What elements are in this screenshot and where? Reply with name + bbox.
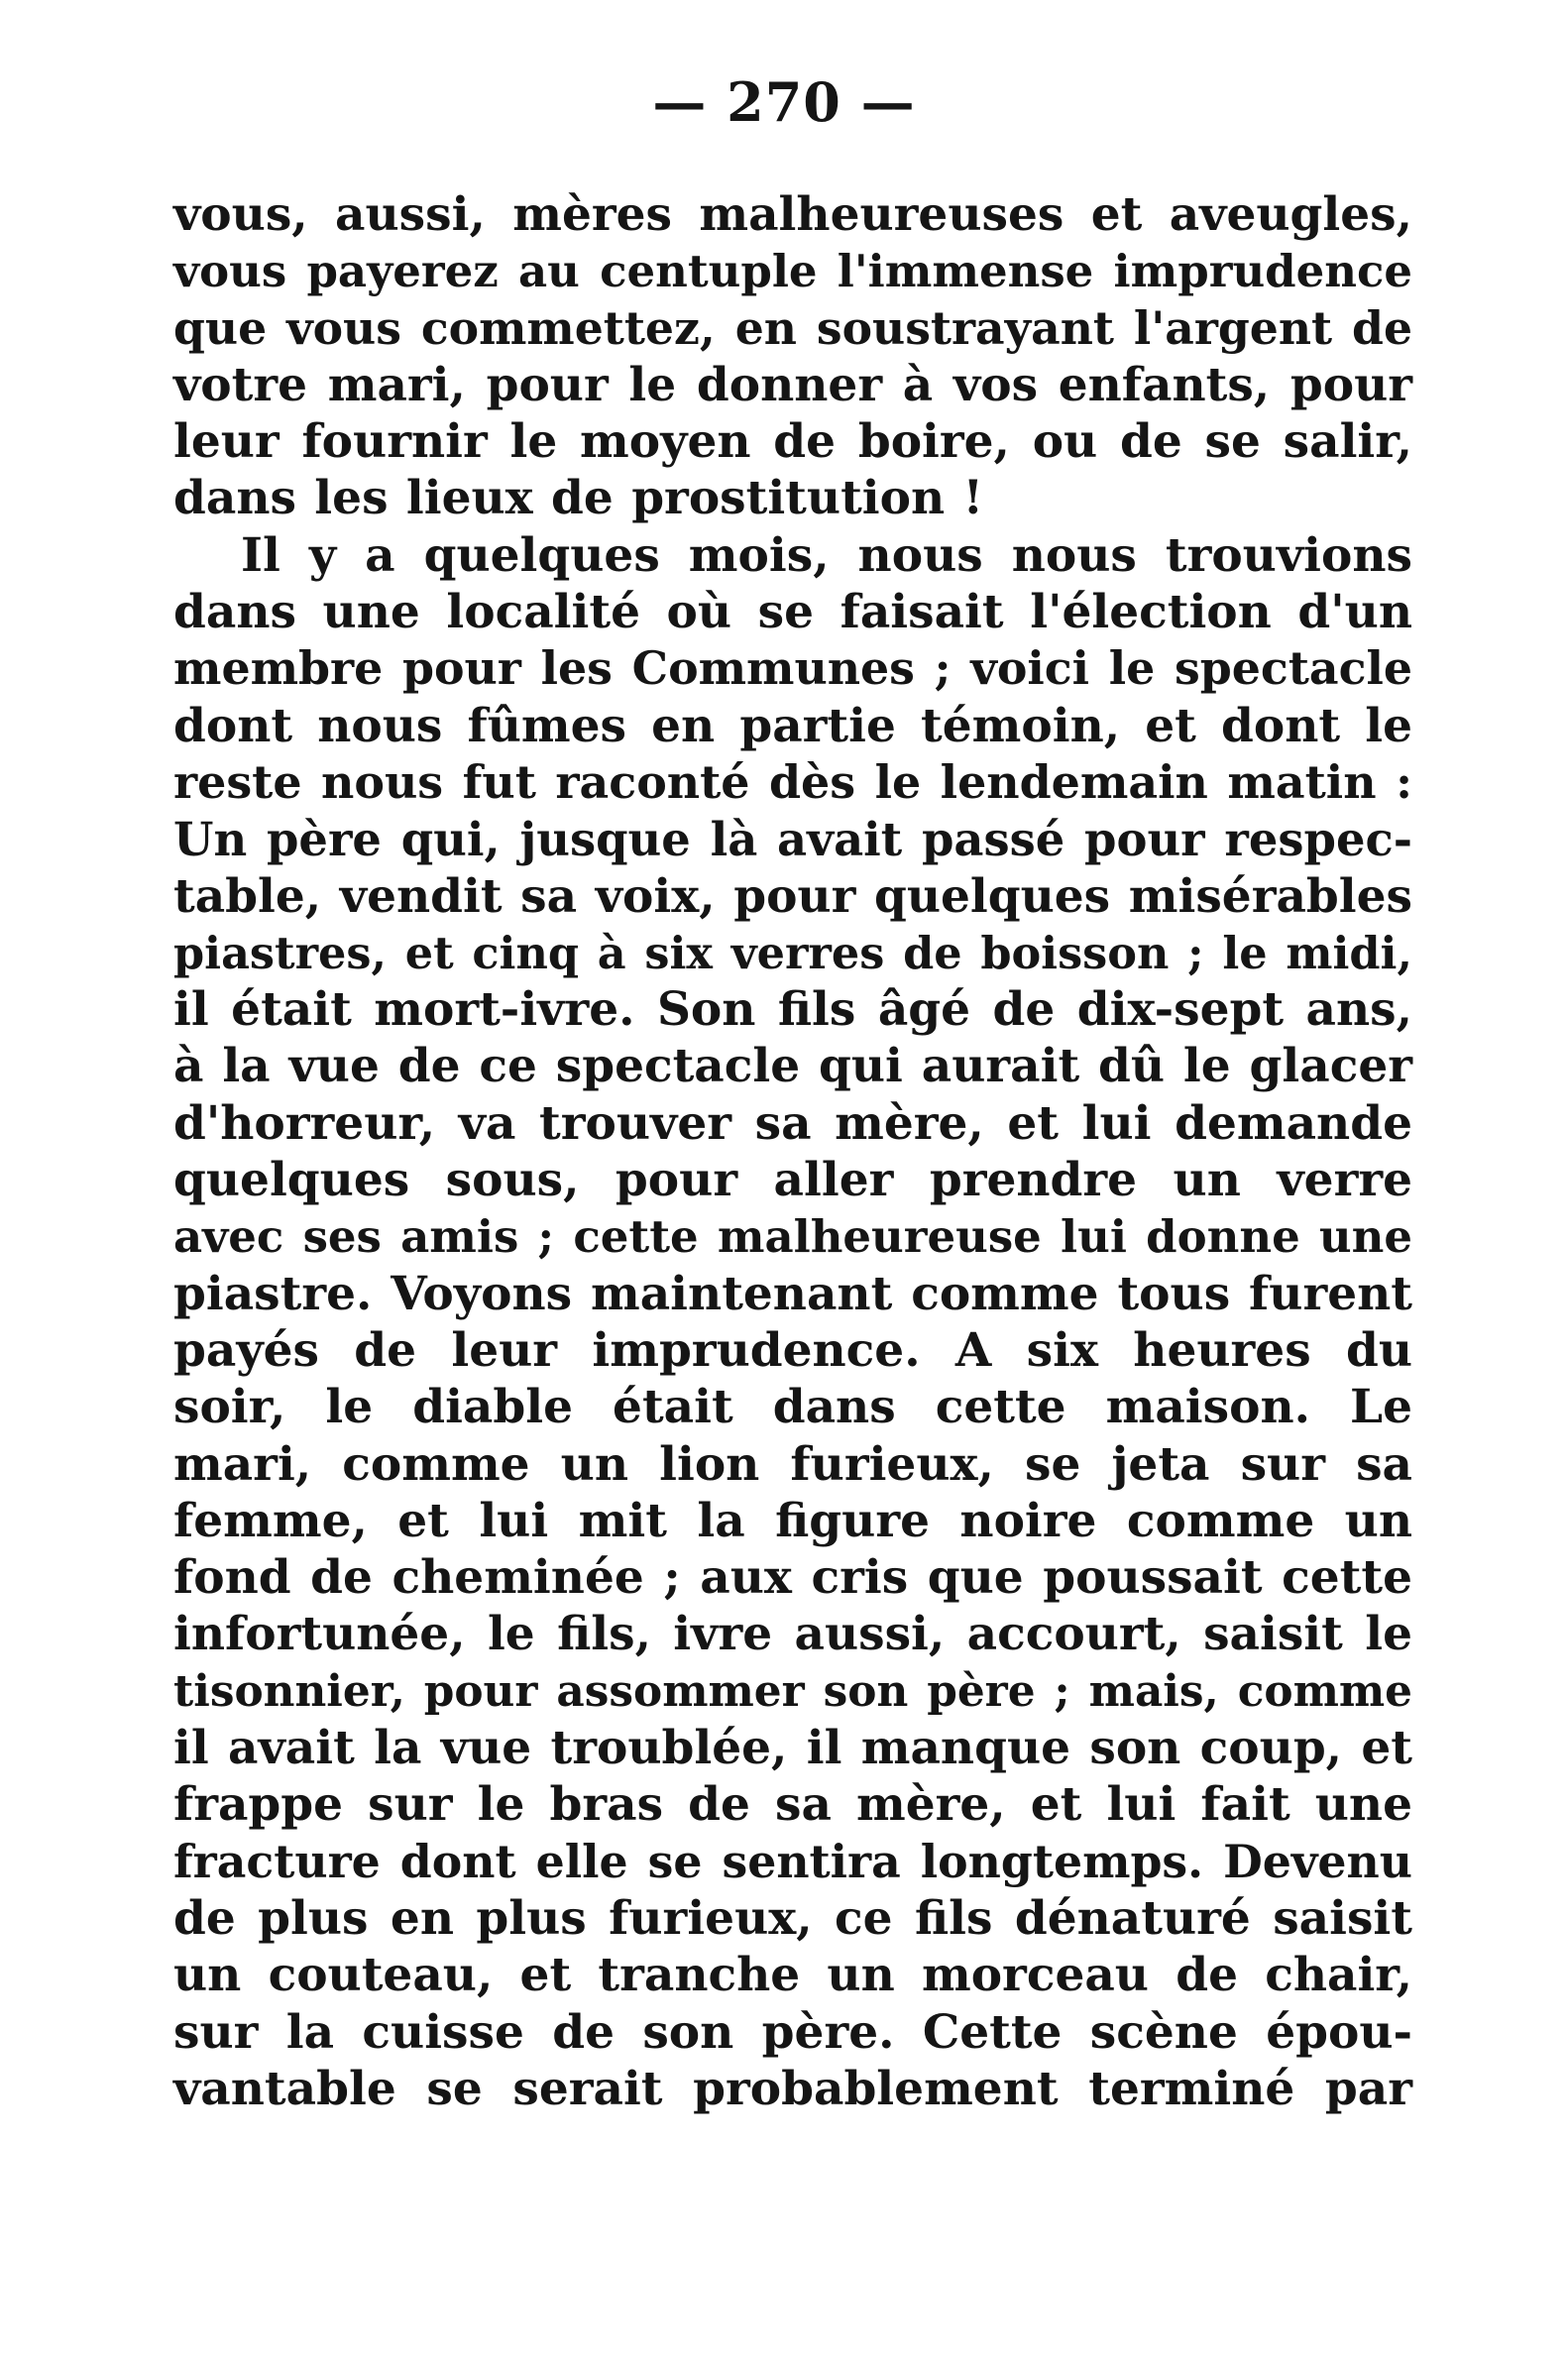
- text-line: fracture dont elle se sentira longtemps. Devenu: [173, 1834, 1412, 1888]
- text-line: d'horreur, va trouver sa mère, et lui demande: [173, 1095, 1412, 1151]
- text-line: table, vendit sa voix, pour quelques misérables: [173, 868, 1412, 924]
- text-line: à la vue de ce spectacle qui aurait dû le glacer: [173, 1039, 1412, 1094]
- text-line: Un père qui, jusque là avait passé pour respec-: [173, 812, 1412, 867]
- text-line: tisonnier, pour assommer son père ; mais, comme: [173, 1665, 1412, 1717]
- text-line: que vous commettez, en soustrayant l'argent de: [173, 300, 1412, 355]
- body-text: [173, 186, 1412, 2117]
- text-line: il était mort-ivre. Son fils âgé de dix-sept ans,: [173, 982, 1412, 1038]
- text-line: frappe sur le bras de sa mère, et lui fait une: [173, 1777, 1412, 1833]
- text-line: mari, comme un lion furieux, se jeta sur sa: [173, 1436, 1412, 1492]
- text-line: il avait la vue troublée, il manque son coup, et: [173, 1721, 1412, 1776]
- text-line: infortunée, le fils, ivre aussi, accourt, saisit le: [173, 1607, 1412, 1662]
- text-line: vous, aussi, mères malheureuses et aveugles,: [173, 187, 1412, 242]
- text-line: dont nous fûmes en partie témoin, et dont le: [173, 698, 1412, 753]
- text-line: reste nous fut raconté dès le lendemain matin :: [173, 754, 1412, 809]
- text-line: soir, le diable était dans cette maison. Le: [173, 1380, 1412, 1435]
- text-line: votre mari, pour le donner à vos enfants, pour: [173, 357, 1412, 412]
- text-line: avec ses amis ; cette malheureuse lui donne une: [173, 1210, 1412, 1264]
- text-line: dans une localité où se faisait l'élection d'un: [173, 585, 1412, 640]
- text-line: payés de leur imprudence. A six heures du: [173, 1322, 1412, 1378]
- text-line: de plus en plus furieux, ce fils dénaturé saisit: [173, 1890, 1412, 1946]
- text-line: piastre. Voyons maintenant comme tous furent: [173, 1266, 1412, 1321]
- text-line: leur fournir le moyen de boire, ou de se salir,: [173, 414, 1412, 470]
- text-line: dans les lieux de prostitution !: [173, 471, 984, 526]
- text-line: un couteau, et tranche un morceau de chair,: [173, 1948, 1412, 2003]
- text-line: fond de cheminée ; aux cris que poussait cette: [173, 1550, 1412, 1606]
- page-number: — 270 —: [652, 70, 916, 134]
- text-line: vous payerez au centuple l'immense imprudence: [173, 245, 1412, 298]
- text-line: Il y a quelques mois, nous nous trouvions: [241, 527, 1412, 583]
- text-line: vantable se serait probablement terminé par: [173, 2061, 1412, 2116]
- text-line: sur la cuisse de son père. Cette scène épou-: [173, 2004, 1412, 2060]
- text-line: piastres, et cinq à six verres de boisson ; le midi,: [173, 926, 1412, 979]
- text-line: membre pour les Communes ; voici le spectacle: [173, 641, 1412, 696]
- text-line: quelques sous, pour aller prendre un verre: [173, 1153, 1412, 1208]
- text-line: femme, et lui mit la figure noire comme un: [173, 1493, 1412, 1548]
